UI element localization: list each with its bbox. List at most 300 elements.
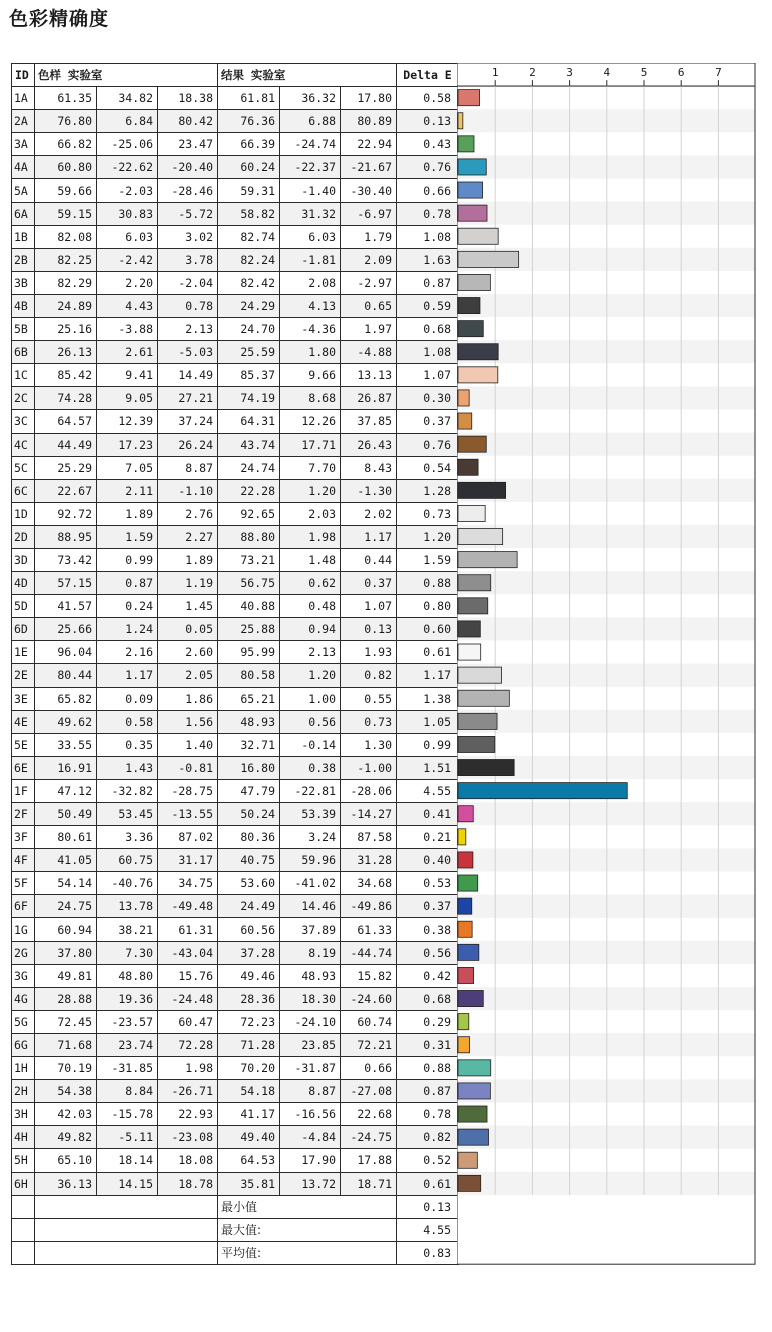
sample-id-cell: 4A	[12, 156, 35, 179]
delta-e-cell: 1.59	[397, 548, 459, 571]
sample-id-cell: 1G	[12, 918, 35, 941]
sample-b-cell: -28.46	[158, 179, 218, 202]
chart-bar	[458, 1014, 469, 1030]
sample-l-cell: 47.12	[35, 779, 97, 802]
sample-id-cell: 1E	[12, 641, 35, 664]
sample-id-cell: 5E	[12, 733, 35, 756]
delta-e-cell: 0.80	[397, 595, 459, 618]
result-b-cell: 0.82	[341, 664, 397, 687]
table-row	[12, 733, 459, 756]
table-row	[12, 248, 459, 271]
result-b-cell: 8.43	[341, 456, 397, 479]
chart-bar	[458, 667, 502, 683]
chart-bar	[458, 898, 472, 914]
table-row	[12, 1033, 459, 1056]
result-l-cell: 47.79	[218, 779, 280, 802]
result-a-cell: 36.32	[280, 87, 341, 110]
chart-bar	[458, 90, 480, 106]
delta-e-cell: 0.87	[397, 271, 459, 294]
result-b-cell: -27.08	[341, 1080, 397, 1103]
delta-e-cell: 0.52	[397, 1149, 459, 1172]
sample-l-cell: 60.80	[35, 156, 97, 179]
delta-e-cell: 0.68	[397, 987, 459, 1010]
delta-e-cell: 0.76	[397, 156, 459, 179]
sample-id-cell: 6A	[12, 202, 35, 225]
chart-bar	[458, 298, 480, 314]
chart-bar	[458, 783, 627, 799]
summary-blank-id	[12, 1195, 35, 1218]
sample-b-cell: 18.78	[158, 1172, 218, 1195]
chart-row-band	[458, 571, 755, 594]
sample-a-cell: 6.03	[97, 225, 158, 248]
summary-blank-sample	[35, 1195, 218, 1218]
result-a-cell: -4.36	[280, 318, 341, 341]
sample-l-cell: 33.55	[35, 733, 97, 756]
sample-id-cell: 2G	[12, 941, 35, 964]
result-a-cell: 2.13	[280, 641, 341, 664]
delta-e-cell: 0.38	[397, 918, 459, 941]
result-b-cell: -44.74	[341, 941, 397, 964]
result-b-cell: 80.89	[341, 110, 397, 133]
result-b-cell: 0.13	[341, 618, 397, 641]
result-b-cell: 0.65	[341, 294, 397, 317]
chart-bar	[458, 182, 483, 198]
result-l-cell: 61.81	[218, 87, 280, 110]
sample-id-cell: 1A	[12, 87, 35, 110]
table-row	[12, 918, 459, 941]
delta-e-cell: 0.87	[397, 1080, 459, 1103]
result-l-cell: 53.60	[218, 872, 280, 895]
sample-a-cell: 1.24	[97, 618, 158, 641]
sample-a-cell: 2.61	[97, 341, 158, 364]
chart-bar	[458, 205, 487, 221]
sample-b-cell: 26.24	[158, 433, 218, 456]
delta-e-cell: 1.08	[397, 225, 459, 248]
sample-id-cell: 5G	[12, 1010, 35, 1033]
sample-b-cell: 60.47	[158, 1010, 218, 1033]
result-b-cell: -14.27	[341, 803, 397, 826]
delta-e-cell: 0.37	[397, 895, 459, 918]
result-l-cell: 25.59	[218, 341, 280, 364]
result-a-cell: 23.85	[280, 1033, 341, 1056]
chart-bar	[458, 482, 506, 498]
sample-id-cell: 6C	[12, 479, 35, 502]
result-a-cell: 0.94	[280, 618, 341, 641]
chart-bar	[458, 1060, 491, 1076]
summary-blank-sample	[35, 1218, 218, 1241]
delta-e-cell: 0.66	[397, 179, 459, 202]
result-a-cell: -22.81	[280, 779, 341, 802]
delta-e-cell: 1.51	[397, 756, 459, 779]
table-header-row	[12, 64, 459, 87]
sample-a-cell: 12.39	[97, 410, 158, 433]
result-b-cell: -4.88	[341, 341, 397, 364]
result-b-cell: 87.58	[341, 826, 397, 849]
sample-id-cell: 1F	[12, 779, 35, 802]
sample-l-cell: 66.82	[35, 133, 97, 156]
sample-b-cell: -26.71	[158, 1080, 218, 1103]
page-title: 色彩精确度	[9, 8, 110, 30]
result-l-cell: 54.18	[218, 1080, 280, 1103]
sample-id-cell: 4D	[12, 572, 35, 595]
table-row	[12, 941, 459, 964]
result-b-cell: 0.66	[341, 1057, 397, 1080]
header-result-lab: 结果 实验室	[218, 64, 397, 87]
sample-b-cell: -24.48	[158, 987, 218, 1010]
table-row	[12, 1149, 459, 1172]
sample-id-cell: 1D	[12, 502, 35, 525]
summary-label: 平均值:	[218, 1241, 397, 1264]
result-l-cell: 49.40	[218, 1126, 280, 1149]
sample-l-cell: 73.42	[35, 548, 97, 571]
sample-a-cell: 9.41	[97, 364, 158, 387]
chart-tick-label: 4	[603, 66, 611, 79]
delta-e-cell: 0.42	[397, 964, 459, 987]
result-l-cell: 82.74	[218, 225, 280, 248]
sample-a-cell: -2.42	[97, 248, 158, 271]
result-a-cell: -4.84	[280, 1126, 341, 1149]
sample-l-cell: 80.44	[35, 664, 97, 687]
result-l-cell: 71.28	[218, 1033, 280, 1056]
delta-e-cell: 1.07	[397, 364, 459, 387]
result-a-cell: 3.24	[280, 826, 341, 849]
sample-id-cell: 3E	[12, 687, 35, 710]
table-row	[12, 987, 459, 1010]
result-l-cell: 60.56	[218, 918, 280, 941]
sample-l-cell: 96.04	[35, 641, 97, 664]
result-l-cell: 95.99	[218, 641, 280, 664]
sample-id-cell: 6G	[12, 1033, 35, 1056]
result-b-cell: 61.33	[341, 918, 397, 941]
sample-id-cell: 3A	[12, 133, 35, 156]
result-a-cell: 0.38	[280, 756, 341, 779]
chart-row-band	[458, 895, 755, 918]
sample-a-cell: 1.43	[97, 756, 158, 779]
result-a-cell: -0.14	[280, 733, 341, 756]
sample-b-cell: 80.42	[158, 110, 218, 133]
sample-l-cell: 49.62	[35, 710, 97, 733]
table-row	[12, 710, 459, 733]
sample-a-cell: 48.80	[97, 964, 158, 987]
sample-b-cell: 2.13	[158, 318, 218, 341]
sample-id-cell: 3G	[12, 964, 35, 987]
sample-b-cell: 2.76	[158, 502, 218, 525]
result-l-cell: 70.20	[218, 1057, 280, 1080]
sample-b-cell: -43.04	[158, 941, 218, 964]
chart-tick-label: 1	[491, 66, 499, 79]
result-a-cell: 9.66	[280, 364, 341, 387]
result-b-cell: 0.73	[341, 710, 397, 733]
chart-bar	[458, 413, 472, 429]
sample-a-cell: -22.62	[97, 156, 158, 179]
result-l-cell: 60.24	[218, 156, 280, 179]
result-a-cell: 37.89	[280, 918, 341, 941]
sample-l-cell: 92.72	[35, 502, 97, 525]
sample-id-cell: 3F	[12, 826, 35, 849]
sample-a-cell: 60.75	[97, 849, 158, 872]
header-delta-e: Delta E	[397, 64, 459, 87]
chart-bar	[458, 806, 473, 822]
summary-row	[12, 1241, 459, 1264]
table-row	[12, 618, 459, 641]
result-l-cell: 32.71	[218, 733, 280, 756]
sample-a-cell: 0.24	[97, 595, 158, 618]
sample-l-cell: 61.35	[35, 87, 97, 110]
chart-row-band	[458, 617, 755, 640]
sample-a-cell: 0.99	[97, 548, 158, 571]
sample-l-cell: 22.67	[35, 479, 97, 502]
table-row	[12, 225, 459, 248]
chart-row-band	[458, 941, 755, 964]
chart-bar	[458, 113, 463, 129]
result-b-cell: -49.86	[341, 895, 397, 918]
table-row	[12, 294, 459, 317]
sample-l-cell: 37.80	[35, 941, 97, 964]
chart-bar	[458, 136, 474, 152]
delta-e-cell: 1.05	[397, 710, 459, 733]
result-a-cell: 2.08	[280, 271, 341, 294]
sample-a-cell: 7.30	[97, 941, 158, 964]
sample-a-cell: 23.74	[97, 1033, 158, 1056]
sample-id-cell: 4G	[12, 987, 35, 1010]
result-a-cell: -22.37	[280, 156, 341, 179]
result-l-cell: 41.17	[218, 1103, 280, 1126]
sample-id-cell: 5H	[12, 1149, 35, 1172]
result-b-cell: 2.09	[341, 248, 397, 271]
chart-bar	[458, 344, 498, 360]
sample-l-cell: 76.80	[35, 110, 97, 133]
result-b-cell: 1.07	[341, 595, 397, 618]
result-b-cell: 17.80	[341, 87, 397, 110]
sample-b-cell: 1.56	[158, 710, 218, 733]
chart-bar	[458, 321, 483, 337]
chart-row-band	[458, 710, 755, 733]
result-a-cell: 8.19	[280, 941, 341, 964]
result-l-cell: 22.28	[218, 479, 280, 502]
chart-row-band	[458, 1033, 755, 1056]
result-a-cell: 53.39	[280, 803, 341, 826]
sample-a-cell: -25.06	[97, 133, 158, 156]
table-row	[12, 1126, 459, 1149]
result-a-cell: -24.74	[280, 133, 341, 156]
delta-e-cell: 0.58	[397, 87, 459, 110]
sample-a-cell: 0.35	[97, 733, 158, 756]
summary-row	[12, 1218, 459, 1241]
sample-a-cell: 0.87	[97, 572, 158, 595]
result-a-cell: -1.81	[280, 248, 341, 271]
delta-e-cell: 0.76	[397, 433, 459, 456]
delta-e-cell: 0.82	[397, 1126, 459, 1149]
table-row	[12, 803, 459, 826]
color-accuracy-table	[11, 63, 459, 1265]
sample-b-cell: 31.17	[158, 849, 218, 872]
table-row	[12, 687, 459, 710]
delta-e-cell: 0.78	[397, 202, 459, 225]
table-row	[12, 318, 459, 341]
sample-b-cell: -2.04	[158, 271, 218, 294]
result-b-cell: 72.21	[341, 1033, 397, 1056]
chart-bar	[458, 1129, 489, 1145]
sample-id-cell: 6F	[12, 895, 35, 918]
sample-b-cell: 2.27	[158, 525, 218, 548]
table-row	[12, 410, 459, 433]
result-l-cell: 49.46	[218, 964, 280, 987]
sample-b-cell: 37.24	[158, 410, 218, 433]
sample-id-cell: 2B	[12, 248, 35, 271]
sample-l-cell: 25.66	[35, 618, 97, 641]
result-a-cell: 17.71	[280, 433, 341, 456]
sample-l-cell: 50.49	[35, 803, 97, 826]
chart-tick-label: 6	[677, 66, 685, 79]
table-row	[12, 387, 459, 410]
sample-b-cell: 87.02	[158, 826, 218, 849]
sample-id-cell: 3H	[12, 1103, 35, 1126]
chart-row-band	[458, 155, 755, 178]
sample-l-cell: 16.91	[35, 756, 97, 779]
sample-id-cell: 5F	[12, 872, 35, 895]
delta-e-cell: 1.38	[397, 687, 459, 710]
chart-row-band	[458, 386, 755, 409]
delta-e-cell: 0.30	[397, 387, 459, 410]
result-a-cell: -41.02	[280, 872, 341, 895]
result-a-cell: -16.56	[280, 1103, 341, 1126]
sample-id-cell: 6D	[12, 618, 35, 641]
sample-id-cell: 3D	[12, 548, 35, 571]
result-l-cell: 24.70	[218, 318, 280, 341]
sample-l-cell: 70.19	[35, 1057, 97, 1080]
result-l-cell: 74.19	[218, 387, 280, 410]
chart-row-band	[458, 433, 755, 456]
chart-bar	[458, 552, 517, 568]
result-b-cell: 22.94	[341, 133, 397, 156]
result-l-cell: 24.74	[218, 456, 280, 479]
result-l-cell: 82.24	[218, 248, 280, 271]
result-b-cell: -1.00	[341, 756, 397, 779]
table-row	[12, 202, 459, 225]
sample-b-cell: -20.40	[158, 156, 218, 179]
table-row	[12, 826, 459, 849]
table-row	[12, 433, 459, 456]
chart-bar	[458, 1175, 481, 1191]
sample-l-cell: 49.82	[35, 1126, 97, 1149]
sample-b-cell: 14.49	[158, 364, 218, 387]
sample-a-cell: 13.78	[97, 895, 158, 918]
delta-e-cell: 0.68	[397, 318, 459, 341]
result-b-cell: 0.37	[341, 572, 397, 595]
sample-b-cell: 61.31	[158, 918, 218, 941]
result-l-cell: 80.58	[218, 664, 280, 687]
sample-l-cell: 80.61	[35, 826, 97, 849]
sample-a-cell: -5.11	[97, 1126, 158, 1149]
result-a-cell: 1.48	[280, 548, 341, 571]
sample-b-cell: 2.05	[158, 664, 218, 687]
delta-e-cell: 0.21	[397, 826, 459, 849]
result-b-cell: -24.75	[341, 1126, 397, 1149]
result-b-cell: 31.28	[341, 849, 397, 872]
table-row	[12, 779, 459, 802]
chart-bar	[458, 459, 478, 475]
result-a-cell: 17.90	[280, 1149, 341, 1172]
sample-b-cell: -28.75	[158, 779, 218, 802]
table-row	[12, 1057, 459, 1080]
result-b-cell: -21.67	[341, 156, 397, 179]
sample-b-cell: 1.19	[158, 572, 218, 595]
result-b-cell: 22.68	[341, 1103, 397, 1126]
sample-a-cell: 30.83	[97, 202, 158, 225]
chart-bar	[458, 598, 488, 614]
header-sample-lab: 色样 实验室	[35, 64, 218, 87]
sample-l-cell: 65.82	[35, 687, 97, 710]
table-row	[12, 641, 459, 664]
chart-bar	[458, 159, 486, 175]
sample-l-cell: 82.29	[35, 271, 97, 294]
table-row	[12, 502, 459, 525]
table-row	[12, 1010, 459, 1033]
chart-bar	[458, 713, 497, 729]
sample-id-cell: 2D	[12, 525, 35, 548]
delta-e-cell: 0.61	[397, 641, 459, 664]
result-b-cell: 1.17	[341, 525, 397, 548]
table-row	[12, 364, 459, 387]
table-row	[12, 179, 459, 202]
result-l-cell: 82.42	[218, 271, 280, 294]
sample-l-cell: 57.15	[35, 572, 97, 595]
sample-b-cell: 1.40	[158, 733, 218, 756]
delta-e-cell: 1.17	[397, 664, 459, 687]
result-a-cell: 31.32	[280, 202, 341, 225]
chart-bar	[458, 529, 503, 545]
sample-l-cell: 26.13	[35, 341, 97, 364]
sample-id-cell: 4F	[12, 849, 35, 872]
sample-a-cell: 53.45	[97, 803, 158, 826]
delta-e-cell: 0.29	[397, 1010, 459, 1033]
sample-a-cell: 38.21	[97, 918, 158, 941]
chart-bar	[458, 760, 514, 776]
sample-l-cell: 60.94	[35, 918, 97, 941]
sample-b-cell: -1.10	[158, 479, 218, 502]
delta-e-cell: 0.41	[397, 803, 459, 826]
table-row	[12, 271, 459, 294]
sample-l-cell: 65.10	[35, 1149, 97, 1172]
sample-l-cell: 64.57	[35, 410, 97, 433]
result-a-cell: 8.68	[280, 387, 341, 410]
sample-l-cell: 59.66	[35, 179, 97, 202]
sample-a-cell: 2.16	[97, 641, 158, 664]
result-b-cell: 1.30	[341, 733, 397, 756]
sample-l-cell: 82.08	[35, 225, 97, 248]
sample-a-cell: 1.17	[97, 664, 158, 687]
result-a-cell: 1.20	[280, 664, 341, 687]
delta-e-cell: 0.37	[397, 410, 459, 433]
table-row	[12, 964, 459, 987]
result-a-cell: 18.30	[280, 987, 341, 1010]
table-row	[12, 572, 459, 595]
table-row	[12, 548, 459, 571]
sample-a-cell: 1.89	[97, 502, 158, 525]
result-b-cell: -30.40	[341, 179, 397, 202]
result-a-cell: 4.13	[280, 294, 341, 317]
sample-id-cell: 1H	[12, 1057, 35, 1080]
result-a-cell: 0.62	[280, 572, 341, 595]
result-l-cell: 24.49	[218, 895, 280, 918]
result-b-cell: -1.30	[341, 479, 397, 502]
summary-label: 最大值:	[218, 1218, 397, 1241]
sample-l-cell: 44.49	[35, 433, 97, 456]
sample-id-cell: 5A	[12, 179, 35, 202]
sample-a-cell: 17.23	[97, 433, 158, 456]
sample-l-cell: 74.28	[35, 387, 97, 410]
result-l-cell: 25.88	[218, 618, 280, 641]
